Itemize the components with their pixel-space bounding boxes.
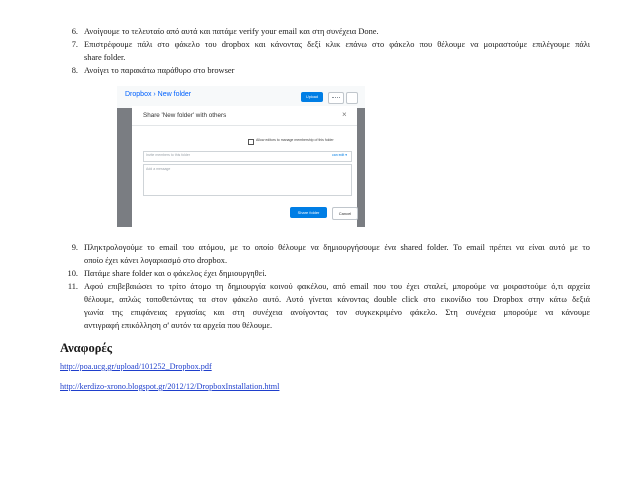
cancel-button[interactable]: Cancel [332,207,358,220]
dropbox-share-screenshot [117,86,365,227]
reference-link-2[interactable]: http://kerdizo-xrono.blogspot.gr/2012/12/DropboxInstallation.html [60,382,280,391]
item-text-line2: share folder. [84,53,126,62]
item-text-line3: γωνία της επιφάνειας εργασίας και στη συνέχεια ανοίγοντας τον συγκεκριμένο φάκελο. Στη συνέχεια μπορούμε να κάνουμε [84,308,590,317]
item-number: 6. [71,27,78,36]
close-icon[interactable]: × [342,110,347,119]
message-placeholder: Add a message [146,167,171,171]
item-text-line4: αντιγραφή επικόλληση σ' αυτόν τα αρχεία που θέλουμε. [84,321,273,330]
checkbox-label: Allow editors to manage membership of this folder [256,138,334,142]
more-icon[interactable] [328,92,344,104]
item-number: 10. [67,269,78,278]
reference-link-1[interactable]: http://poa.ucg.gr/upload/101252_Dropbox.pdf [60,362,212,371]
item-text: Πατάμε share folder και ο φάκελος έχει δημιουργηθεί. [84,269,267,278]
item-text-line1: Επιστρέφουμε πάλι στο φάκελο του dropbox και κάνοντας δεξί κλικ επάνω στο φάκελο που θέλουμε να μοιραστούμε επιλέγουμε πάλι [84,40,590,49]
view-icon[interactable] [346,92,358,104]
share-folder-button[interactable]: Share folder [290,207,327,218]
upload-button[interactable]: Upload [301,92,323,102]
members-input[interactable] [143,151,352,162]
item-text-line1: Πληκτρολογούμε το email του ατόμου, με το οποίο θέλουμε να δημιουργήσουμε ένα shared folder. Το email πρέπει να είναι αυτό με το [84,243,590,252]
item-number: 9. [71,243,78,252]
manage-membership-checkbox[interactable] [248,139,254,145]
item-text-line1: Αφού επιβεβαιώσει το τρίτο άτομο τη δημιουργία κοινού φακέλου, από email που του έχει σταλεί, μπορούμε να μοιραστούμε ό,τι αρχεία [84,282,590,291]
app-bar [117,86,365,108]
app-title: Dropbox › New folder [125,91,192,98]
item-text: Ανοίγουμε το τελευταίο από αυτά και πατάμε verify your email και στη συνέχεια Done. [84,27,379,36]
item-text-line2: οποίο έχει κάνει λογαριασμό στο dropbox. [84,256,228,265]
item-number: 8. [71,66,78,75]
item-number: 11. [67,282,78,291]
item-text-line2: θέλουμε, απλώς τοποθετώντας τα στον φάκελο αυτό. Αυτό γίνεται κάνοντας double click στο εικονίδιο του Dropbox στην κάτω δεξιά [84,295,590,304]
item-number: 7. [71,40,78,49]
members-placeholder: Invite members to this folder [146,153,190,157]
divider [132,125,357,126]
dialog-title: Share 'New folder' with others [143,112,227,119]
item-text: Ανοίγει το παρακάτω παράθυρο στο browser [84,66,235,75]
share-dialog [132,106,357,227]
message-input[interactable] [143,164,352,196]
permission-dropdown[interactable]: can edit ▾ [332,153,347,157]
references-heading: Αναφορές [60,341,113,355]
